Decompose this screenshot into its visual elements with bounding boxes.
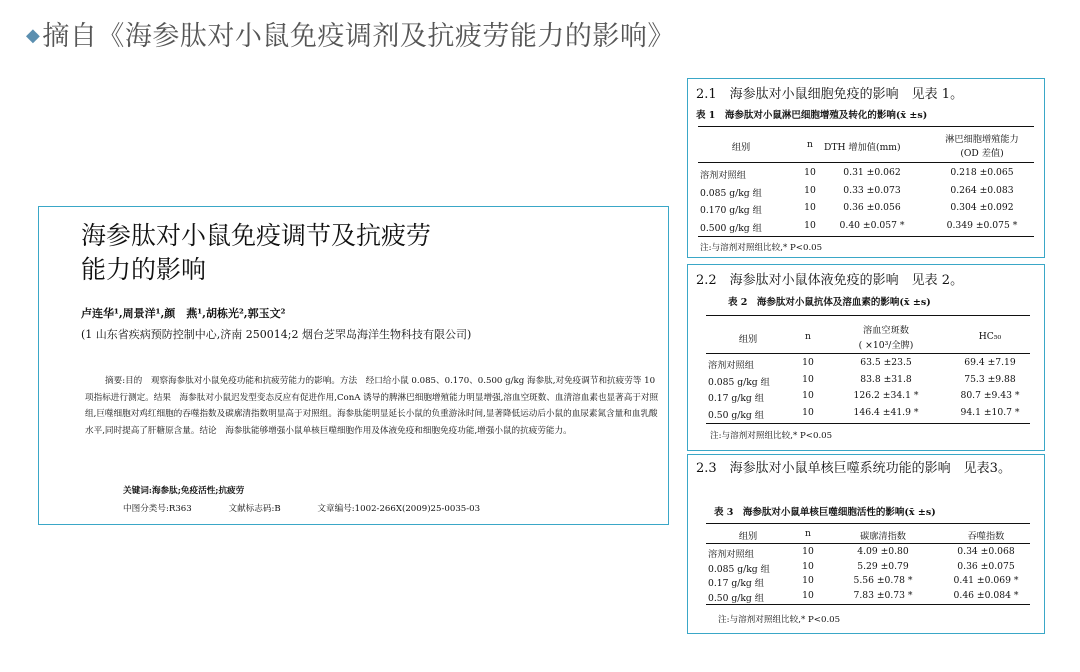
table3-cell: 0.34 ±0.068 [957, 546, 1015, 557]
paper-keywords: 关键词:海参肽;免疫活性;抗疲劳 [123, 486, 245, 496]
table1-panel [687, 78, 1045, 258]
table1-top-rule [698, 126, 1034, 127]
table2-cell: 10 [802, 357, 814, 368]
table1-cell: 10 [804, 167, 816, 178]
table1-cell: 10 [804, 184, 816, 196]
table1-cell: 10 [804, 202, 816, 213]
table1-cell: 0.36 ±0.056 [843, 202, 901, 213]
table2-mid-rule [706, 353, 1030, 354]
paper-authors: 卢连华¹,周景洋¹,颜 燕¹,胡栋光²,郭玉文² [81, 307, 286, 320]
table1-cell: 0.218 ±0.065 [950, 167, 1014, 178]
table2-cell: 0.50 g/kg 组 [708, 409, 764, 421]
table3-header-group: 组别 [738, 531, 758, 542]
table2-cell: 80.7 ±9.43 * [960, 390, 1020, 401]
table2-cell: 94.1 ±10.7 * [960, 406, 1020, 418]
table2-header-unit: ( ×10³/全脾) [858, 340, 914, 351]
table3-cell: 4.09 ±0.80 [857, 546, 909, 557]
table1-cell: 0.31 ±0.062 [843, 167, 901, 178]
table1-cell: 0.170 g/kg 组 [700, 205, 762, 216]
table2-cell: 63.5 ±23.5 [860, 357, 912, 368]
table3-cell: 10 [802, 560, 814, 572]
table2-cell: 0.085 g/kg 组 [708, 376, 770, 388]
table1-header-group: 组别 [731, 142, 751, 153]
paper-title [81, 219, 431, 287]
table2-top-rule [706, 315, 1030, 316]
table1-cell: 0.085 g/kg 组 [700, 187, 762, 199]
table3-section-heading: 2.3 海参肽对小鼠单核巨噬系统功能的影响 见表3。 [696, 461, 1011, 476]
table2-cell: 溶剂对照组 [708, 360, 754, 371]
table2-bottom-rule [706, 423, 1030, 424]
table1-caption: 表 1 海参肽对小鼠淋巴细胞增殖及转化的影响(x̄ ±s) [696, 110, 928, 121]
table1-header-n: n [807, 139, 813, 150]
paper-title-line-1: 海参肽对小鼠免疫调节及抗疲劳 [81, 221, 432, 250]
table3-bottom-rule [706, 604, 1030, 605]
table3-caption: 表 3 海参肽对小鼠单核巨噬细胞活性的影响(x̄ ±s) [714, 507, 936, 518]
table3-cell: 0.50 g/kg 组 [708, 592, 764, 604]
table1-cell: 0.33 ±0.073 [843, 184, 901, 196]
table3-note: 注:与溶剂对照组比较,* P<0.05 [718, 615, 841, 625]
table2-section-heading: 2.2 海参肽对小鼠体液免疫的影响 见表 2。 [696, 273, 964, 288]
table2-cell: 10 [802, 406, 814, 418]
table1-bottom-rule [698, 236, 1034, 237]
table2-cell: 83.8 ±31.8 [860, 373, 912, 385]
table1-cell: 0.304 ±0.092 [950, 202, 1014, 213]
table3-top-rule [706, 523, 1030, 524]
table3-cell: 5.56 ±0.78 * [853, 575, 913, 586]
table2-header-hc50: HC₅₀ [978, 331, 1002, 342]
table3-cell: 10 [802, 546, 814, 557]
paper-abstract-panel [38, 206, 669, 525]
table3-cell: 7.83 ±0.73 * [853, 589, 913, 601]
table3-cell: 10 [802, 575, 814, 586]
paper-abstract-text: 摘要:目的 观察海参肽对小鼠免疫功能和抗疲劳能力的影响。方法 经口给小鼠 0.085、0.170、0.500 g/kg 海参肽,对免疫调节和抗疲劳等 10 项指标进行测定。结果 海参肽对小鼠迟发型变态反应有促进作用,ConA 诱导的脾淋巴细胞增殖能力明显增强,溶血空斑数、血清溶血素也显著高于对照组,巨噬细胞对鸡红细胞的吞噬指数及碳廓清指数明显高于对照组。海参肽能明显延长小鼠的负重游泳时间,显著降低运动后小鼠的血尿素氮含量和血乳酸水平,同时提高了肝糖原含量。结论 海参肽能够增强小鼠单核巨噬细胞作用及体液免疫和细胞免疫功能,增强小鼠的抗疲劳能力。 [85, 376, 659, 436]
table3-header-phago: 吞噬指数 [967, 531, 1005, 542]
table2-header-plaque: 溶血空斑数 [863, 325, 909, 336]
table2-header-group: 组别 [738, 334, 758, 345]
table3-cell: 0.36 ±0.075 [957, 560, 1015, 572]
table2-cell: 69.4 ±7.19 [964, 357, 1016, 368]
table1-mid-rule [698, 162, 1034, 163]
table2-panel [687, 264, 1045, 451]
table2-cell: 0.17 g/kg 组 [708, 393, 764, 404]
paper-class-no: 中图分类号:R363 [123, 504, 192, 514]
table3-cell: 0.46 ±0.084 * [953, 589, 1019, 601]
table1-cell: 0.500 g/kg 组 [700, 222, 762, 234]
table1-cell: 0.40 ±0.057 * [839, 219, 905, 231]
slide-title-text: 摘自《海参肽对小鼠免疫调剂及抗疲劳能力的影响》 [42, 21, 675, 52]
diamond-bullet-icon: ◆ [26, 25, 41, 46]
table2-cell: 10 [802, 390, 814, 401]
table1-cell: 10 [804, 219, 816, 231]
table1-header-lymph: 淋巴细胞增殖能力 [945, 134, 1019, 145]
table2-cell: 75.3 ±9.88 [964, 373, 1016, 385]
table3-panel [687, 454, 1045, 634]
table3-cell: 10 [802, 589, 814, 601]
paper-title-line-2: 能力的影响 [81, 255, 207, 284]
table1-cell: 0.349 ±0.075 * [946, 219, 1018, 231]
paper-doc-code: 文献标志码:B [228, 504, 281, 514]
table3-header-carbon: 碳廓清指数 [860, 531, 906, 542]
paper-article-no: 文章编号:1002-266X(2009)25-0035-03 [317, 504, 481, 514]
table3-header-n: n [805, 528, 811, 539]
paper-abstract [85, 373, 665, 439]
table2-header-n: n [805, 331, 811, 342]
table2-cell: 146.4 ±41.9 * [853, 406, 919, 418]
slide-title [26, 14, 675, 53]
table2-cell: 126.2 ±34.1 * [853, 390, 919, 401]
table2-note: 注:与溶剂对照组比较,* P<0.05 [710, 431, 833, 441]
table1-header-dth: DTH 增加值(mm) [824, 142, 901, 153]
table2-cell: 10 [802, 373, 814, 385]
table3-cell: 0.085 g/kg 组 [708, 563, 770, 575]
paper-affiliation: (1 山东省疾病预防控制中心,济南 250014;2 烟台芝罘岛海洋生物科技有限公司) [81, 328, 472, 341]
table3-mid-rule [706, 543, 1030, 544]
paper-classification [123, 502, 514, 514]
table3-cell: 溶剂对照组 [708, 549, 754, 560]
table1-section-heading: 2.1 海参肽对小鼠细胞免疫的影响 见表 1。 [696, 87, 964, 102]
table1-cell: 溶剂对照组 [700, 170, 746, 181]
table1-header-od: (OD 差值) [960, 148, 1004, 159]
table3-cell: 0.17 g/kg 组 [708, 578, 764, 589]
table3-cell: 0.41 ±0.069 * [953, 575, 1019, 586]
table1-note: 注:与溶剂对照组比较,* P<0.05 [700, 243, 823, 253]
table3-cell: 5.29 ±0.79 [857, 560, 909, 572]
table1-cell: 0.264 ±0.083 [950, 184, 1014, 196]
table2-caption: 表 2 海参肽对小鼠抗体及溶血素的影响(x̄ ±s) [728, 297, 931, 308]
